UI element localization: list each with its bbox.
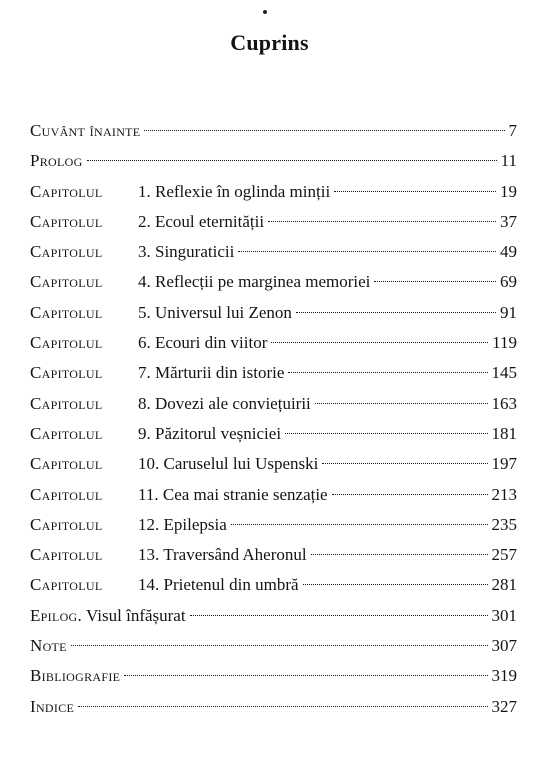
chapter-number: 13. (138, 545, 160, 565)
chapter-prefix: Capitolul (30, 575, 103, 595)
chapter-prefix: Capitolul (30, 302, 103, 322)
page-title: Cuprins (230, 30, 309, 55)
entry-title: Epilepsia (163, 514, 227, 534)
toc-entry-label (30, 328, 267, 358)
entry-title: Bibliografie (30, 666, 121, 686)
chapter-prefix: Capitolul (30, 423, 103, 443)
dot-leader (271, 342, 488, 343)
toc-entry (30, 267, 517, 297)
dot-leader (78, 706, 487, 707)
dot-leader (311, 554, 488, 555)
page-number: 257 (491, 545, 517, 565)
epilog-prefix: Epilog. (30, 605, 83, 625)
page-number: 91 (500, 302, 517, 322)
toc-entry (30, 601, 517, 631)
chapter-prefix: Capitolul (30, 545, 103, 565)
toc-entry-label (30, 631, 67, 661)
page-number: 119 (492, 333, 517, 353)
chapter-prefix: Capitolul (30, 333, 103, 353)
toc-entry-label (30, 207, 264, 237)
toc-entry-label (30, 510, 227, 540)
toc-entry (30, 207, 517, 237)
toc-entry (30, 237, 517, 267)
chapter-number: 10. (138, 454, 160, 474)
chapter-prefix: Capitolul (30, 181, 103, 201)
dot-leader (71, 645, 488, 646)
toc-entry (30, 570, 517, 600)
entry-title: Mărturii din istorie (155, 363, 285, 383)
page-number: 145 (491, 363, 517, 383)
table-of-contents (30, 116, 517, 722)
page-number: 181 (491, 423, 517, 443)
chapter-number: 4. (138, 272, 151, 292)
entry-title: Reflecții pe marginea memoriei (155, 272, 371, 292)
toc-entry (30, 358, 517, 388)
dot-leader (315, 403, 488, 404)
toc-entry-label (30, 177, 330, 207)
toc-entry-label (30, 480, 328, 510)
toc-entry (30, 177, 517, 207)
entry-title: Indice (30, 696, 75, 716)
entry-title: Universul lui Zenon (155, 302, 292, 322)
toc-entry-label (30, 540, 307, 570)
toc-entry (30, 298, 517, 328)
page-number: 163 (491, 393, 517, 413)
toc-entry (30, 146, 517, 176)
toc-entry (30, 419, 517, 449)
toc-entry-label (30, 661, 120, 691)
page-number: 281 (491, 575, 517, 595)
toc-entry-label (30, 449, 318, 479)
dot-leader (87, 160, 497, 161)
entry-title: Păzitorul veșniciei (155, 423, 282, 443)
chapter-prefix: Capitolul (30, 211, 103, 231)
chapter-number: 5. (138, 302, 151, 322)
chapter-number: 14. (138, 575, 160, 595)
page-number: 235 (491, 514, 517, 534)
toc-entry-label (30, 358, 284, 388)
toc-entry (30, 692, 517, 722)
dot-leader (374, 281, 496, 282)
toc-entry-label (30, 601, 186, 631)
toc-entry (30, 480, 517, 510)
chapter-number: 2. (138, 211, 151, 231)
entry-title: Prietenul din umbră (163, 575, 299, 595)
chapter-prefix: Capitolul (30, 242, 103, 262)
chapter-number: 8. (138, 393, 151, 413)
dot-leader (303, 584, 488, 585)
chapter-prefix: Capitolul (30, 272, 103, 292)
chapter-prefix: Capitolul (30, 454, 103, 474)
entry-title: Dovezi ale conviețuirii (155, 393, 311, 413)
entry-title: Note (30, 636, 67, 656)
chapter-number: 12. (138, 514, 160, 534)
toc-entry (30, 661, 517, 691)
entry-title: Singuraticii (155, 242, 235, 262)
toc-entry-label (30, 419, 281, 449)
dot-leader (334, 191, 496, 192)
dot-leader (332, 494, 488, 495)
chapter-number: 9. (138, 423, 151, 443)
toc-entry (30, 540, 517, 570)
chapter-number: 7. (138, 363, 151, 383)
entry-title: Ecouri din viitor (155, 333, 268, 353)
toc-entry-label (30, 570, 299, 600)
chapter-number: 6. (138, 333, 151, 353)
entry-title: Prolog (30, 151, 83, 171)
page-number: 319 (491, 666, 517, 686)
page-number: 307 (491, 636, 517, 656)
page-number: 327 (491, 696, 517, 716)
ink-dot (263, 10, 267, 14)
toc-entry-label (30, 267, 370, 297)
dot-leader (322, 463, 487, 464)
toc-entry (30, 449, 517, 479)
page-number: 197 (491, 454, 517, 474)
page-number: 213 (491, 484, 517, 504)
toc-entry (30, 389, 517, 419)
entry-title: Cea mai stranie senzație (162, 484, 328, 504)
toc-entry (30, 510, 517, 540)
entry-title: Caruselul lui Uspenski (163, 454, 319, 474)
entry-title: Traversând Aheronul (163, 545, 307, 565)
toc-entry-label (30, 692, 74, 722)
toc-entry (30, 631, 517, 661)
entry-title: Visul înfășurat (86, 605, 186, 625)
dot-leader (190, 615, 488, 616)
toc-entry (30, 328, 517, 358)
toc-entry-label (30, 298, 292, 328)
page-number: 49 (500, 242, 517, 262)
toc-entry-label (30, 237, 234, 267)
chapter-prefix: Capitolul (30, 484, 103, 504)
chapter-number: 3. (138, 242, 151, 262)
entry-title: Reflexie în oglinda minții (155, 181, 331, 201)
page-number: 69 (500, 272, 517, 292)
dot-leader (285, 433, 487, 434)
dot-leader (124, 675, 487, 676)
chapter-prefix: Capitolul (30, 363, 103, 383)
dot-leader (288, 372, 487, 373)
dot-leader (296, 312, 496, 313)
toc-entry (30, 116, 517, 146)
page-number: 19 (500, 181, 517, 201)
toc-entry-label (30, 116, 140, 146)
toc-entry-label (30, 146, 83, 176)
page-number: 7 (508, 121, 517, 140)
page-number: 37 (500, 211, 517, 231)
page-number: 11 (500, 151, 517, 171)
toc-entry-label (30, 389, 311, 419)
dot-leader (231, 524, 488, 525)
chapter-prefix: Capitolul (30, 514, 103, 534)
page-number: 301 (491, 605, 517, 625)
entry-title: Ecoul eternității (155, 211, 265, 231)
dot-leader (268, 221, 496, 222)
chapter-prefix: Capitolul (30, 393, 103, 413)
dot-leader (144, 130, 504, 131)
chapter-number: 1. (138, 181, 151, 201)
dot-leader (238, 251, 496, 252)
entry-title: Cuvânt înainte (30, 121, 141, 140)
chapter-number: 11. (138, 484, 159, 504)
